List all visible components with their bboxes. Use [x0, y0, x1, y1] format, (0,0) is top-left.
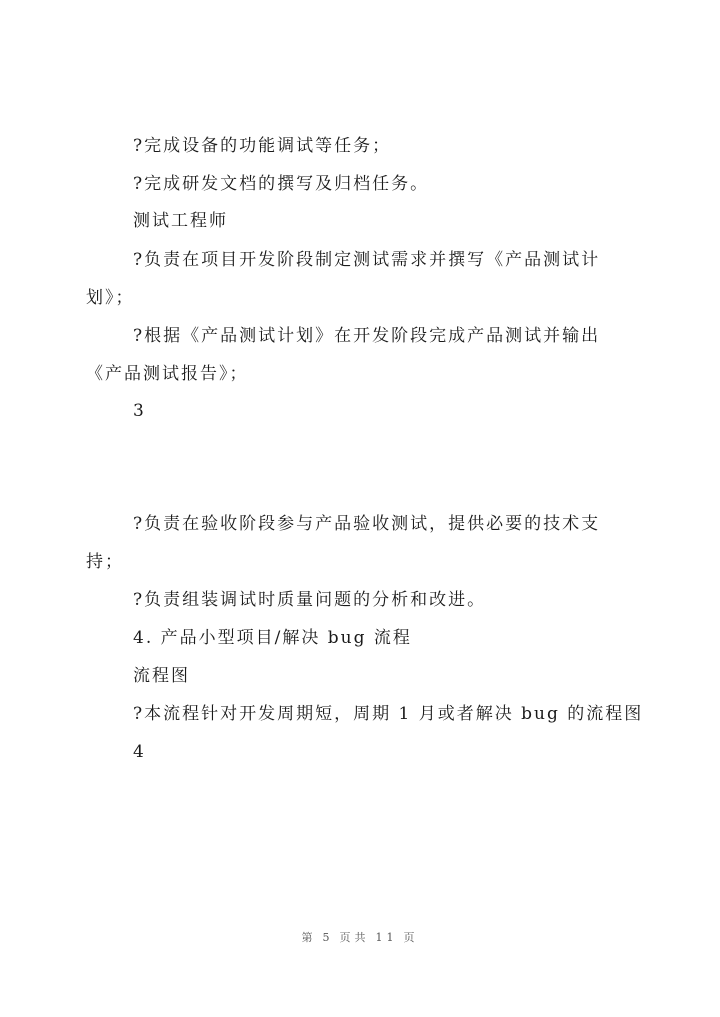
footer-page-number: 5: [322, 931, 334, 944]
body-line-14: ?本流程针对开发周期短，周期 1 月或者解决 bug 的流程图: [133, 704, 644, 724]
body-line-15: 4: [133, 742, 146, 762]
body-line-2: ?完成研发文档的撰写及归档任务。: [133, 174, 430, 194]
body-line-5: 划》；: [86, 288, 135, 308]
body-line-7: 《产品测试报告》；: [86, 364, 249, 384]
body-line-8: 3: [133, 401, 146, 421]
body-line-11: ?负责组装调试时质量问题的分析和改进。: [133, 590, 487, 610]
section-heading-small-project: 4. 产品小型项目/解决 bug 流程: [133, 628, 412, 648]
body-line-9: ?负责在验收阶段参与产品验收测试，提供必要的技术支: [133, 514, 601, 534]
page-footer: [0, 929, 720, 945]
footer-middle: 页共: [339, 931, 370, 944]
section-heading-test-engineer: 测试工程师: [133, 211, 228, 231]
body-line-1: ?完成设备的功能调试等任务；: [133, 136, 392, 156]
body-line-4: ?负责在项目开发阶段制定测试需求并撰写《产品测试计: [133, 250, 601, 270]
footer-prefix: 第: [301, 931, 317, 944]
body-line-6: ?根据《产品测试计划》在开发阶段完成产品测试并输出: [133, 326, 601, 346]
body-line-10: 持；: [86, 552, 124, 572]
subheading-flowchart: 流程图: [133, 666, 190, 686]
footer-suffix: 页: [403, 931, 419, 944]
footer-total-pages: 11: [375, 931, 398, 944]
